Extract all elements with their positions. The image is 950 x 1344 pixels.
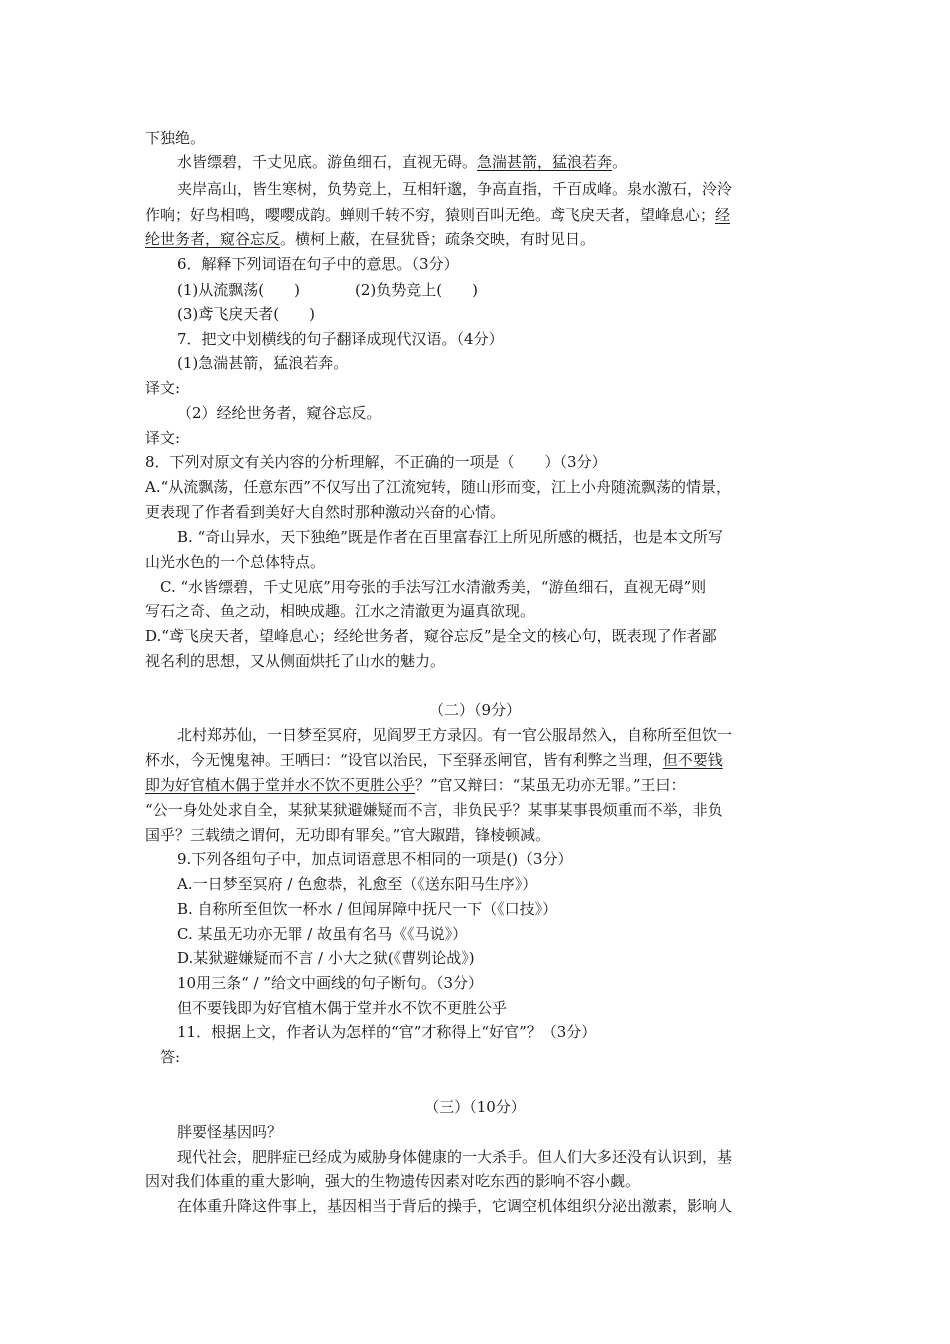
passage-line: 水皆缥碧，千丈见底。游鱼细石，直视无碍。急湍甚箭，猛浪若奔。 — [177, 153, 628, 171]
passage-line: “公一身处处求自全，某狱某狱避嫌疑而不言，非负民乎？某事某事畏烦重而不举，非负 — [145, 801, 723, 819]
question-item: （2）经纶世务者，窥谷忘反。 — [177, 404, 382, 422]
question-title: 11．根据上文，作者认为怎样的“官”才称得上“好官”？（3分） — [177, 1023, 597, 1041]
option-line: D.某狱避嫌疑而不言 / 小大之狱(《曹刿论战》) — [177, 949, 475, 967]
passage-line: 纶世务者，窥谷忘反。横柯上蔽，在昼犹昏；疏条交映，有时见日。 — [145, 230, 596, 248]
question-item: 但不要钱即为好官植木偶于堂并水不饮不更胜公乎 — [177, 999, 508, 1017]
answer-label: 答: — [160, 1048, 181, 1066]
question-item: (2)负势竞上( ) — [355, 281, 478, 299]
option-line: B. “奇山异水，天下独绝”既是作者在百里富春江上所见所感的概括，也是本文所写 — [177, 528, 723, 546]
option-line: 视名利的思想，又从侧面烘托了山水的魅力。 — [145, 652, 446, 670]
passage-line: 因对我们体重的重大影响，强大的生物遗传因素对吃东西的影响不容小觑。 — [145, 1172, 641, 1190]
section-heading: （二）（9分） — [428, 701, 522, 719]
passage-title: 胖要怪基因吗？ — [177, 1123, 283, 1141]
question-item: (1)从流飘荡( ) — [177, 281, 300, 299]
option-line: A.一日梦至冥府 / 色愈恭，礼愈至（《送东阳马生序》） — [177, 875, 538, 893]
option-line: A.“从流飘荡，任意东西”不仅写出了江流宛转，随山形而变，江上小舟随流飘荡的情景， — [145, 478, 731, 496]
underlined-sentence: 经 — [715, 206, 731, 224]
underlined-sentence: 但不要钱 — [662, 751, 723, 769]
answer-label: 译文: — [145, 379, 181, 397]
option-line: C. “水皆缥碧，千丈见底”用夸张的手法写江水清澈秀美，“游鱼细石，直视无碍”则 — [160, 578, 707, 596]
question-title: 8．下列对原文有关内容的分析理解，不正确的一项是（ ）（3分） — [145, 453, 607, 471]
passage-line: 现代社会，肥胖症已经成为威胁身体健康的一大杀手。但人们大多还没有认识到，基 — [177, 1148, 733, 1166]
option-line: 更表现了作者看到美好大自然时那种激动兴奋的心情。 — [145, 503, 506, 521]
passage-line: 下独绝。 — [145, 129, 206, 147]
section-heading: （三）（10分） — [424, 1098, 526, 1116]
question-title: 10用三条“ / ”给文中画线的句子断句。（3分） — [177, 974, 484, 992]
passage-line: 作响；好鸟相鸣，嘤嘤成韵。蝉则千转不穷，猿则百叫无绝。鸢飞戾天者，望峰息心；经 — [145, 206, 731, 224]
passage-line: 即为好官植木偶于堂并水不饮不更胜公乎？”官又辩曰：“某虽无功亦无罪。”王曰： — [145, 776, 686, 794]
underlined-sentence: 纶世务者，窥谷忘反 — [145, 230, 281, 248]
passage-line: 北村郑苏仙，一日梦至冥府，见阎罗王方录囚。有一官公服昂然入，自称所至但饮一 — [177, 726, 733, 744]
question-title: 6．解释下列词语在句子中的意思。（3分） — [177, 255, 459, 273]
question-item: (3)鸢飞戾天者( ) — [177, 305, 315, 323]
option-line: D.“鸢飞戾天者，望峰息心；经纶世务者，窥谷忘反”是全文的核心句，既表现了作者鄙 — [145, 627, 717, 645]
passage-line: 夹岸高山，皆生寒树，负势竞上，互相轩邈，争高直指，千百成峰。泉水激石，泠泠 — [177, 180, 733, 198]
passage-line: 在体重升降这件事上，基因相当于背后的操手，它调空机体组织分泌出激素，影响人 — [177, 1197, 733, 1215]
question-title: 7．把文中划横线的句子翻译成现代汉语。（4分） — [177, 330, 504, 348]
question-item: (1)急湍甚箭，猛浪若奔。 — [177, 354, 349, 372]
passage-line: 国乎？三载绩之谓何，无功即有罪矣。”官大踧踖，锋棱顿减。 — [145, 826, 551, 844]
underlined-sentence: 急湍甚箭，猛浪若奔 — [477, 153, 613, 171]
passage-line: 杯水，今无愧鬼神。王哂曰：“设官以治民，下至驿丞闸官，皆有利弊之当理，但不要钱 — [145, 751, 723, 769]
option-line: B. 自称所至但饮一杯水 / 但闻屏障中抚尺一下（《口技》） — [177, 900, 558, 918]
underlined-sentence: 即为好官植木偶于堂并水不饮不更胜公乎 — [145, 776, 416, 794]
question-title: 9.下列各组句子中，加点词语意思不相同的一项是()（3分） — [177, 850, 573, 868]
option-line: 写石之奇、鱼之动，相映成趣。江水之清澈更为逼真欲现。 — [145, 602, 536, 620]
option-line: C. 某虽无功亦无罪 / 故虽有名马《《马说》） — [177, 925, 468, 943]
answer-label: 译文: — [145, 429, 181, 447]
option-line: 山光水色的一个总体特点。 — [145, 553, 326, 571]
